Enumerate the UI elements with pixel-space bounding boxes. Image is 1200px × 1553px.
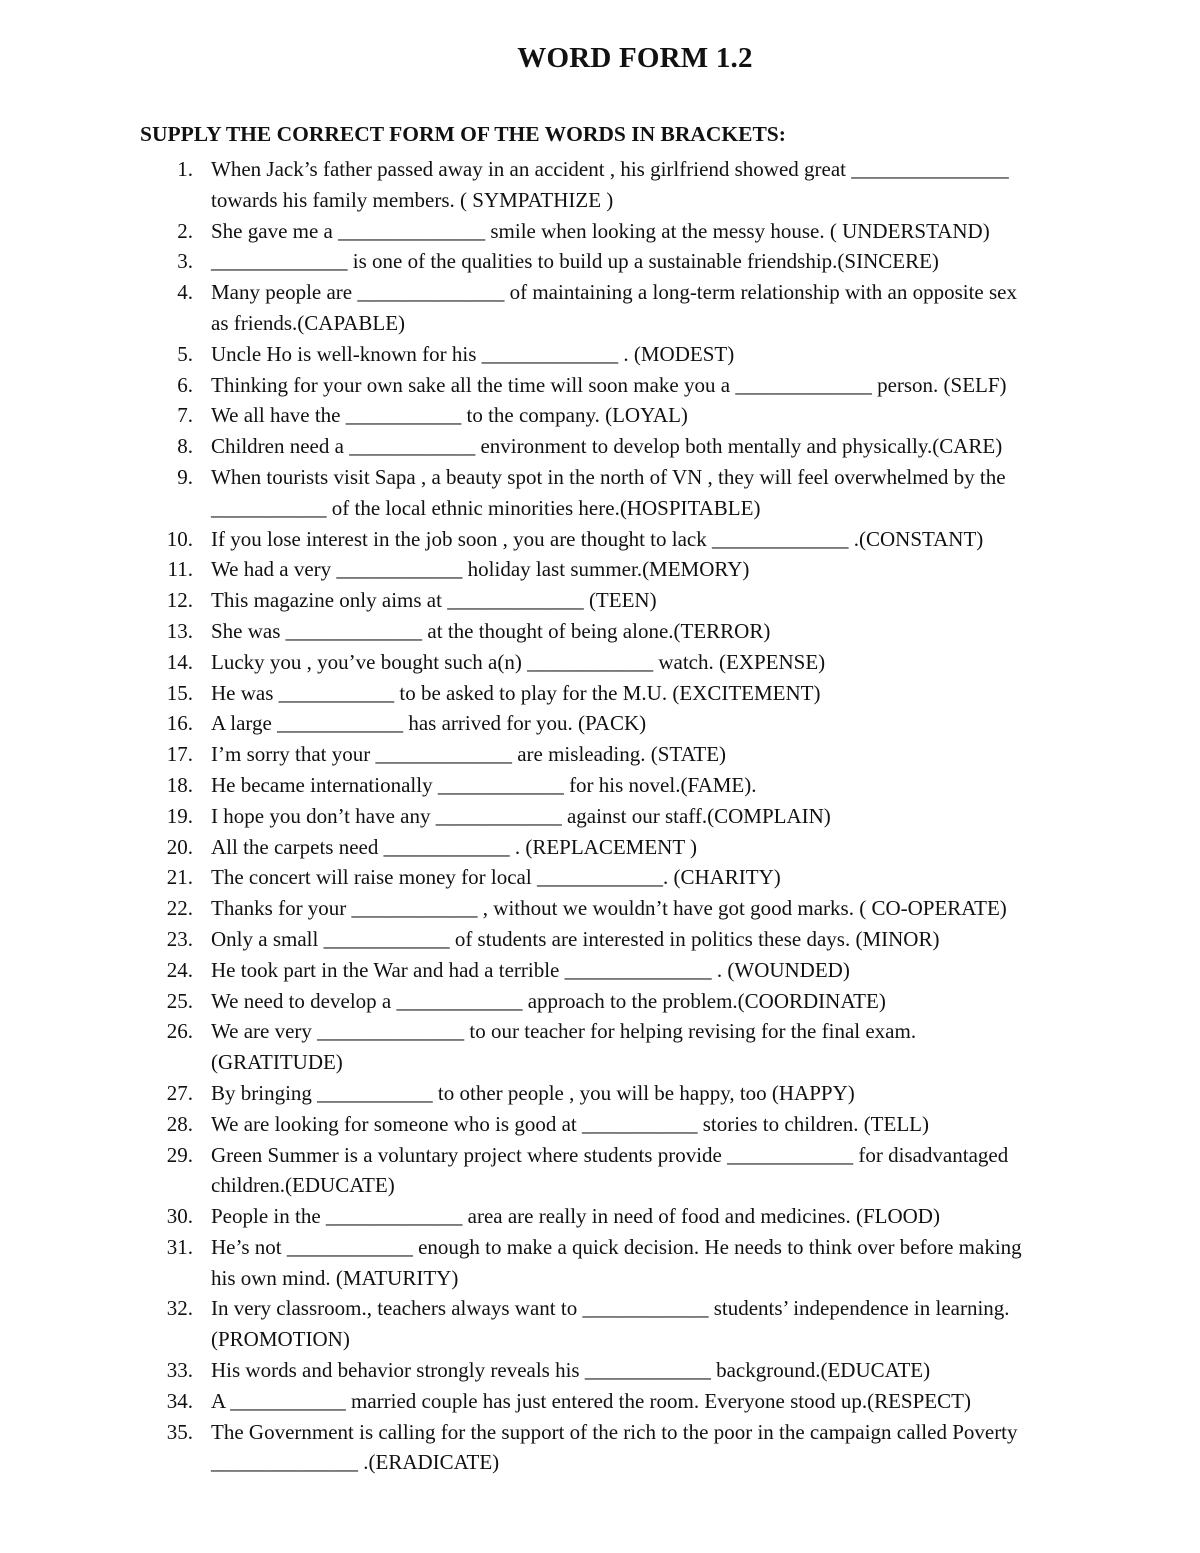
item-number: 25. xyxy=(166,988,193,1013)
exercise-item xyxy=(0,770,1200,801)
item-text-line: All the carpets need ____________ . (REPLACEMENT ) xyxy=(211,834,698,859)
page-title: WORD FORM 1.2 xyxy=(517,42,753,74)
item-number: 11. xyxy=(167,557,193,582)
exercise-item xyxy=(0,524,1200,555)
item-text-line: (PROMOTION) xyxy=(211,1327,350,1352)
item-text-line: his own mind. (MATURITY) xyxy=(211,1265,459,1290)
item-text-line: People in the _____________ area are really in need of food and medicines. (FLOOD) xyxy=(211,1204,940,1229)
exercise-item xyxy=(0,1016,1200,1078)
exercise-item xyxy=(0,955,1200,986)
item-number: 4. xyxy=(177,280,193,305)
item-text-line: The concert will raise money for local ____________. (CHARITY) xyxy=(211,865,781,890)
item-text-line: Many people are ______________ of maintaining a long-term relationship with an opposite sex xyxy=(211,280,1017,305)
item-number: 35. xyxy=(166,1419,193,1444)
exercise-item xyxy=(0,832,1200,863)
instruction-heading: SUPPLY THE CORRECT FORM OF THE WORDS IN BRACKETS: xyxy=(140,122,786,146)
exercise-item xyxy=(0,554,1200,585)
exercise-item xyxy=(0,154,1200,216)
exercise-item xyxy=(0,462,1200,524)
item-text-line: A large ____________ has arrived for you. (PACK) xyxy=(211,711,647,736)
item-number: 6. xyxy=(177,372,193,397)
item-text-line: I’m sorry that your _____________ are misleading. (STATE) xyxy=(211,742,727,767)
item-number: 26. xyxy=(166,1019,193,1044)
item-text-line: She gave me a ______________ smile when looking at the messy house. ( UNDERSTAND) xyxy=(211,218,990,243)
item-text-line: He took part in the War and had a terrible ______________ . (WOUNDED) xyxy=(211,957,850,982)
item-number: 19. xyxy=(166,803,193,828)
exercise-item xyxy=(0,986,1200,1017)
item-number: 14. xyxy=(166,649,193,674)
item-number: 27. xyxy=(166,1080,193,1105)
item-number: 8. xyxy=(177,434,193,459)
exercise-item xyxy=(0,1386,1200,1417)
item-text-line: Thanks for your ____________ , without we wouldn’t have got good marks. ( CO-OPERATE) xyxy=(211,896,1007,921)
item-number: 32. xyxy=(166,1296,193,1321)
exercise-item xyxy=(0,400,1200,431)
exercise-item xyxy=(0,370,1200,401)
exercise-item xyxy=(0,339,1200,370)
exercise-item xyxy=(0,893,1200,924)
item-number: 7. xyxy=(177,403,193,428)
exercise-item xyxy=(0,708,1200,739)
exercise-item xyxy=(0,924,1200,955)
item-number: 17. xyxy=(166,742,193,767)
item-text-line: Thinking for your own sake all the time will soon make you a _____________ person. (SELF) xyxy=(211,372,1007,397)
item-text-line: (GRATITUDE) xyxy=(211,1050,343,1075)
item-text-line: as friends.(CAPABLE) xyxy=(211,310,406,335)
item-text-line: A ___________ married couple has just entered the room. Everyone stood up.(RESPECT) xyxy=(211,1388,971,1413)
item-number: 9. xyxy=(177,464,193,489)
item-text-line: When tourists visit Sapa , a beauty spot in the north of VN , they will feel overwhelmed by the xyxy=(211,464,1006,489)
item-number: 5. xyxy=(177,341,193,366)
exercise-item xyxy=(0,1293,1200,1355)
exercise-item xyxy=(0,739,1200,770)
exercise-item xyxy=(0,801,1200,832)
item-number: 18. xyxy=(166,772,193,797)
item-number: 24. xyxy=(166,957,193,982)
item-number: 1. xyxy=(177,157,193,181)
exercise-item xyxy=(0,1355,1200,1386)
item-number: 22. xyxy=(166,896,193,921)
exercise-item xyxy=(0,216,1200,247)
exercise-item xyxy=(0,1109,1200,1140)
item-text-line: Only a small ____________ of students are interested in politics these days. (MINOR) xyxy=(211,926,940,951)
exercise-item xyxy=(0,1417,1200,1479)
item-text-line: I hope you don’t have any ____________ against our staff.(COMPLAIN) xyxy=(211,803,831,828)
item-number: 2. xyxy=(177,218,193,243)
exercise-item xyxy=(0,1140,1200,1202)
item-text-line: She was _____________ at the thought of being alone.(TERROR) xyxy=(211,618,771,643)
item-number: 10. xyxy=(166,526,193,551)
exercise-item xyxy=(0,647,1200,678)
item-number: 3. xyxy=(177,249,193,274)
item-text-line: towards his family members. ( SYMPATHIZE ) xyxy=(211,187,614,212)
exercise-item xyxy=(0,431,1200,462)
item-number: 16. xyxy=(166,711,193,736)
item-number: 31. xyxy=(166,1234,193,1259)
item-number: 34. xyxy=(166,1388,193,1413)
item-text-line: This magazine only aims at _____________ (TEEN) xyxy=(211,588,657,613)
item-text-line: children.(EDUCATE) xyxy=(211,1173,395,1198)
exercise-item xyxy=(0,1078,1200,1109)
item-text-line: When Jack’s father passed away in an accident , his girlfriend showed great _______________ xyxy=(211,157,1009,181)
item-number: 21. xyxy=(166,865,193,890)
item-text-line: We are looking for someone who is good at ___________ stories to children. (TELL) xyxy=(211,1111,929,1136)
item-text-line: We are very ______________ to our teacher for helping revising for the final exam. xyxy=(211,1019,917,1044)
item-text-line: _____________ is one of the qualities to build up a sustainable friendship.(SINCERE) xyxy=(211,249,939,274)
exercise-item xyxy=(0,862,1200,893)
item-number: 29. xyxy=(166,1142,193,1167)
item-text-line: The Government is calling for the support of the rich to the poor in the campaign called Poverty xyxy=(211,1419,1018,1444)
exercise-list xyxy=(0,154,1200,1478)
item-text-line: In very classroom., teachers always want to ____________ students’ independence in learning. xyxy=(211,1296,1010,1321)
item-text-line: Children need a ____________ environment to develop both mentally and physically.(CARE) xyxy=(211,434,1003,459)
item-number: 12. xyxy=(166,588,193,613)
item-text-line: He’s not ____________ enough to make a quick decision. He needs to think over before making xyxy=(211,1234,1022,1259)
item-text-line: Lucky you , you’ve bought such a(n) ____________ watch. (EXPENSE) xyxy=(211,649,826,674)
item-number: 20. xyxy=(166,834,193,859)
exercise-item xyxy=(0,277,1200,339)
exercise-item xyxy=(0,678,1200,709)
item-text-line: Uncle Ho is well-known for his _____________ . (MODEST) xyxy=(211,341,735,366)
item-text-line: He was ___________ to be asked to play for the M.U. (EXCITEMENT) xyxy=(211,680,821,705)
item-text-line: He became internationally ____________ for his novel.(FAME). xyxy=(211,772,757,797)
item-text-line: By bringing ___________ to other people , you will be happy, too (HAPPY) xyxy=(211,1080,855,1105)
exercise-item xyxy=(0,585,1200,616)
item-text-line: We had a very ____________ holiday last summer.(MEMORY) xyxy=(211,557,750,582)
exercise-item xyxy=(0,1201,1200,1232)
item-number: 30. xyxy=(166,1204,193,1229)
exercise-item xyxy=(0,246,1200,277)
item-text-line: His words and behavior strongly reveals his ____________ background.(EDUCATE) xyxy=(211,1358,931,1383)
item-number: 33. xyxy=(166,1358,193,1383)
item-number: 23. xyxy=(166,926,193,951)
exercise-item xyxy=(0,616,1200,647)
item-number: 13. xyxy=(166,618,193,643)
item-text-line: We need to develop a ____________ approach to the problem.(COORDINATE) xyxy=(211,988,886,1013)
item-number: 15. xyxy=(166,680,193,705)
exercise-item xyxy=(0,1232,1200,1294)
item-number: 28. xyxy=(166,1111,193,1136)
item-text-line: We all have the ___________ to the company. (LOYAL) xyxy=(211,403,688,428)
item-text-line: ______________ .(ERADICATE) xyxy=(211,1450,500,1475)
item-text-line: Green Summer is a voluntary project where students provide ____________ for disadvantaged xyxy=(211,1142,1009,1167)
item-text-line: ___________ of the local ethnic minorities here.(HOSPITABLE) xyxy=(211,495,761,520)
item-text-line: If you lose interest in the job soon , you are thought to lack _____________ .(CONSTANT) xyxy=(211,526,984,551)
